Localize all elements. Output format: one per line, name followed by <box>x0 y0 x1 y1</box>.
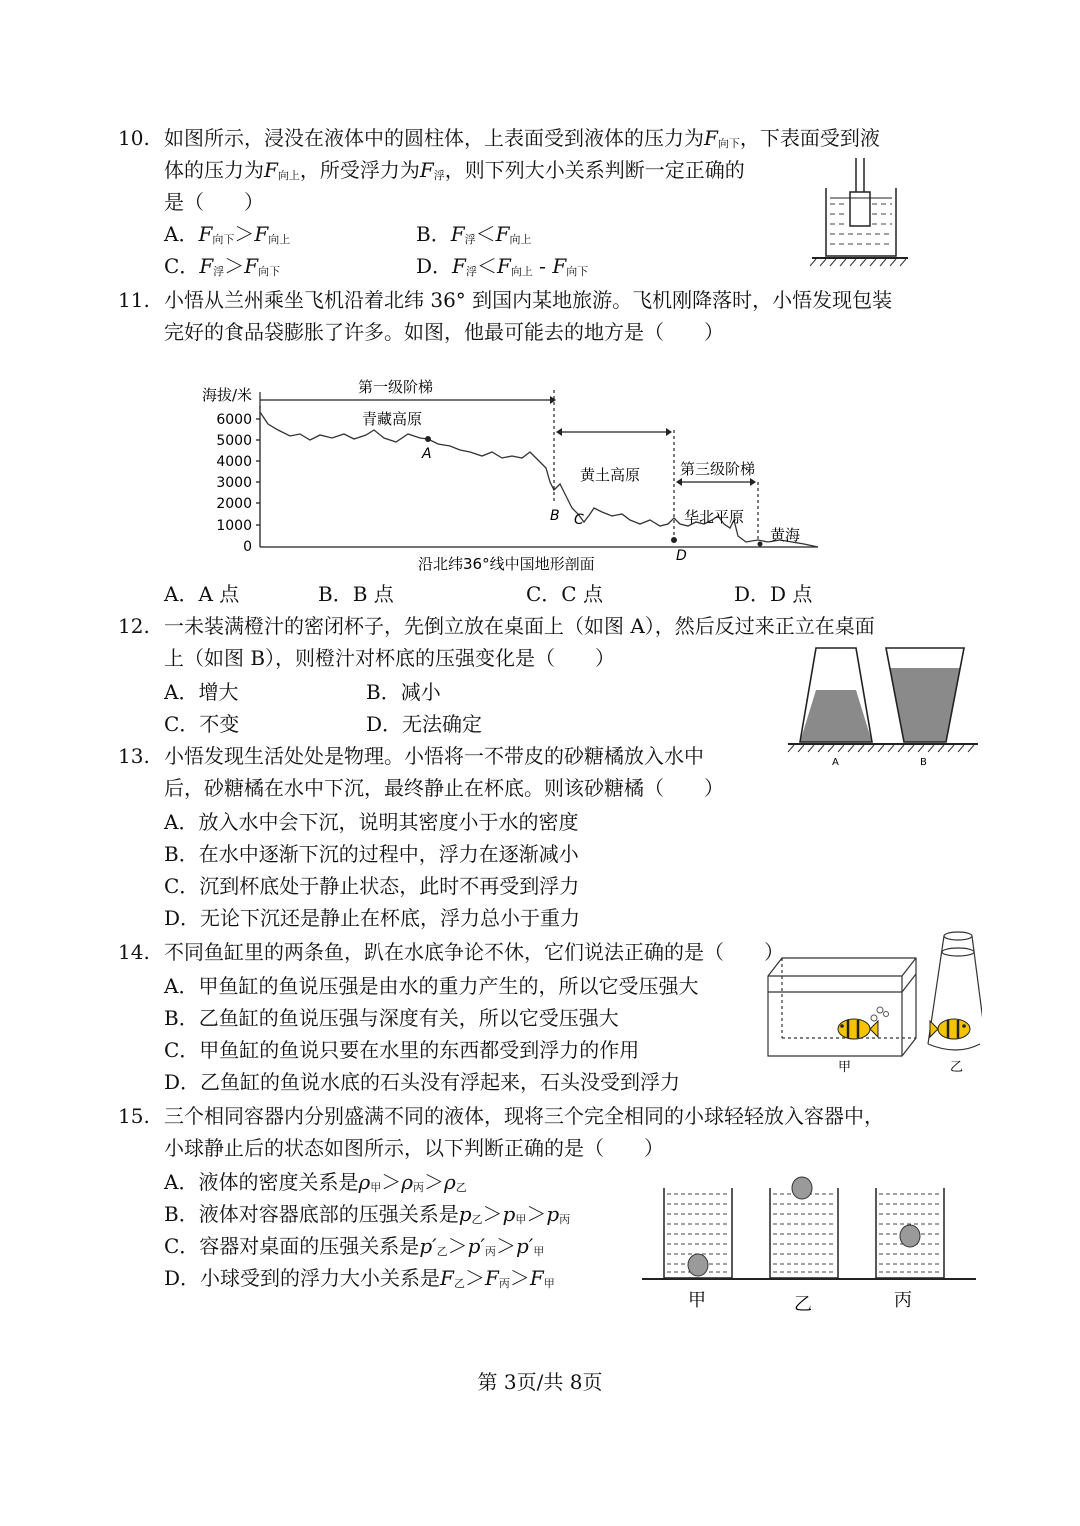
cup-a-label: A <box>832 757 839 768</box>
option-b[interactable]: B．乙鱼缸的鱼说压强与深度有关，所以它受压强大 <box>164 1006 619 1030</box>
container-yi-label: 乙 <box>794 1294 812 1315</box>
option-d[interactable]: D．无法确定 <box>366 712 483 736</box>
page-footer: 第 3页/共 8页 <box>477 1370 603 1394</box>
y-tick-label: 4000 <box>216 454 252 470</box>
option-d[interactable]: D．无论下沉还是静止在杯底，浮力总小于重力 <box>164 906 581 930</box>
y-tick-label: 2000 <box>216 496 252 512</box>
question-text-line: 是（ ） <box>164 190 264 214</box>
option-b[interactable]: B．减小 <box>366 680 441 704</box>
question-text-line: 小球静止后的状态如图所示，以下判断正确的是（ ） <box>164 1136 664 1160</box>
three-containers-figure <box>640 1172 980 1316</box>
chart-caption: 沿北纬36°线中国地形剖面 <box>418 555 595 573</box>
question-number: 13. <box>118 744 150 768</box>
question-text-line: 上（如图 B），则橙汁对杯底的压强变化是（ ） <box>164 646 616 670</box>
container-bing-label: 丙 <box>894 1290 912 1311</box>
y-axis-label: 海拔/米 <box>202 386 253 404</box>
question-text-line: 完好的食品袋膨胀了许多。如图，他最可能去的地方是（ ） <box>164 320 724 344</box>
option-d[interactable]: D．乙鱼缸的鱼说水底的石头没有浮起来，石头没受到浮力 <box>164 1070 681 1094</box>
question-number: 12. <box>118 614 150 638</box>
cup-b-label: B <box>920 757 927 768</box>
option-c[interactable]: C．C 点 <box>526 582 603 606</box>
option-a[interactable]: A．A 点 <box>164 582 240 606</box>
y-tick-label: 3000 <box>216 475 252 491</box>
y-tick-label: 1000 <box>216 518 252 534</box>
question-number: 11. <box>118 288 150 312</box>
point-c-label: C <box>574 512 584 528</box>
y-tick-label: 0 <box>243 539 252 555</box>
container-jia-label: 甲 <box>688 1290 706 1311</box>
region2-label: 黄土高原 <box>580 466 641 484</box>
option-d[interactable]: D．小球受到的浮力大小关系是F乙＞F丙＞F甲 <box>164 1266 555 1290</box>
fish-tanks-figure <box>762 916 982 1076</box>
region1-label: 青藏高原 <box>362 410 423 428</box>
region3-label: 华北平原 <box>684 508 745 526</box>
ball-bing <box>900 1225 920 1247</box>
option-d[interactable]: D．F浮＜F向上 - F向下 <box>416 254 589 278</box>
question-text-line: 如图所示，浸没在液体中的圆柱体，上表面受到液体的压力为F向下，下表面受到液 <box>164 126 880 150</box>
ball-yi <box>792 1177 812 1199</box>
sea-label: 黄海 <box>770 526 801 544</box>
option-b[interactable]: B．B 点 <box>318 582 394 606</box>
question-text-line: 体的压力为F向上，所受浮力为F浮，则下列大小关系判断一定正确的 <box>164 158 745 182</box>
option-c[interactable]: C．不变 <box>164 712 240 736</box>
question-text-line: 不同鱼缸里的两条鱼，趴在水底争论不休，它们说法正确的是（ ） <box>164 940 784 964</box>
option-d[interactable]: D．D 点 <box>734 582 813 606</box>
option-c[interactable]: C．F浮＞F向下 <box>164 254 281 278</box>
question-text-line: 一未装满橙汁的密闭杯子，先倒立放在桌面上（如图 A），然后反过来正立在桌面 <box>164 614 875 638</box>
tank-yi-label: 乙 <box>950 1060 964 1075</box>
option-b[interactable]: B．F浮＜F向上 <box>416 222 532 246</box>
point-a-label: A <box>422 446 432 462</box>
question-text-line: 小悟从兰州乘坐飞机沿着北纬 36° 到国内某地旅游。飞机刚降落时，小悟发现包装 <box>164 288 893 312</box>
ball-jia <box>688 1254 708 1276</box>
option-a[interactable]: A．增大 <box>164 680 239 704</box>
question-text-line: 后，砂糖橘在水中下沉，最终静止在杯底。则该砂糖橘（ ） <box>164 776 724 800</box>
cylinder-in-liquid-figure <box>808 158 912 270</box>
step1-label: 第一级阶梯 <box>358 378 434 396</box>
terrain-profile-figure <box>198 372 822 576</box>
option-a[interactable]: A．液体的密度关系是ρ甲＞ρ丙＞ρ乙 <box>164 1170 467 1194</box>
question-number: 10. <box>118 126 150 150</box>
option-a[interactable]: A．放入水中会下沉，说明其密度小于水的密度 <box>164 810 579 834</box>
option-b[interactable]: B．在水中逐渐下沉的过程中，浮力在逐渐减小 <box>164 842 579 866</box>
fish-icon <box>930 1019 970 1039</box>
sea-marker <box>758 542 763 547</box>
point-d-label: D <box>676 548 687 564</box>
option-a[interactable]: A．F向下＞F向上 <box>164 222 291 246</box>
point-a-marker <box>425 436 431 442</box>
question-text-line: 三个相同容器内分别盛满不同的液体，现将三个完全相同的小球轻轻放入容器中， <box>164 1104 884 1128</box>
question-text-line: 小悟发现生活处处是物理。小悟将一不带皮的砂糖橘放入水中 <box>164 744 704 768</box>
question-number: 15. <box>118 1104 150 1128</box>
point-d-marker <box>671 537 677 543</box>
option-a[interactable]: A．甲鱼缸的鱼说压强是由水的重力产生的，所以它受压强大 <box>164 974 699 998</box>
option-c[interactable]: C．甲鱼缸的鱼说只要在水里的东西都受到浮力的作用 <box>164 1038 640 1062</box>
option-c[interactable]: C．沉到杯底处于静止状态，此时不再受到浮力 <box>164 874 580 898</box>
tank-jia-label: 甲 <box>838 1060 852 1075</box>
step3-label: 第三级阶梯 <box>680 460 756 478</box>
question-number: 14. <box>118 940 150 964</box>
y-tick-label: 5000 <box>216 433 252 449</box>
cups-figure <box>786 644 980 768</box>
point-b-label: B <box>550 508 560 524</box>
fish-icon <box>838 1019 878 1039</box>
option-c[interactable]: C．容器对桌面的压强关系是p′乙＞p′丙＞p′甲 <box>164 1234 545 1258</box>
option-b[interactable]: B．液体对容器底部的压强关系是p乙＞p甲＞p丙 <box>164 1202 571 1226</box>
y-tick-label: 6000 <box>216 412 252 428</box>
